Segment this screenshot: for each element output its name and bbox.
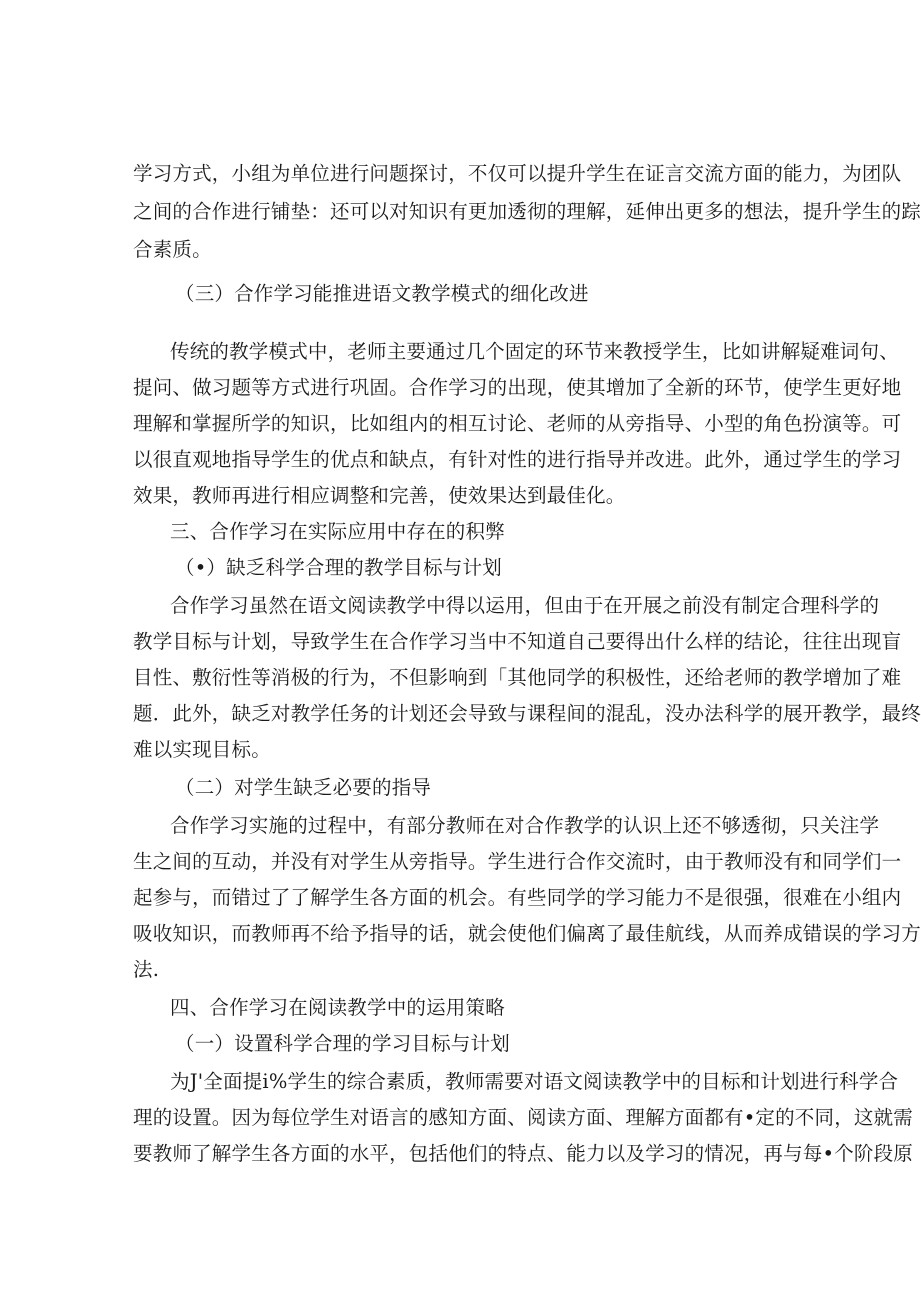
paragraph-3-1-line-4: 题．此外，缺乏对教学任务的计划还会导致与课程间的混乱，没办法科学的展开教学，最终 xyxy=(133,702,921,725)
paragraph-3-1-line-5: 难以实现目标。 xyxy=(133,738,271,761)
paragraph-4-1-line-3: 要教师了解学生各方面的水平，包括他们的特点、能力以及学习的情况，再与每•个阶段原 xyxy=(133,1142,914,1165)
subheading-3: （三）合作学习能推进语文教学模式的细化改进 xyxy=(175,282,589,305)
section-heading-4: 四、合作学习在阅读教学中的运用策略 xyxy=(170,996,505,1019)
paragraph-3-2-line-1: 合作学习实施的过程中，有部分教师在对合作教学的认识上还不够透彻，只关注学 xyxy=(170,814,880,837)
paragraph-3-2-line-3: 起参与，而错过了了解学生各方面的机会。有些同学的学习能力不是很强，很难在小组内 xyxy=(133,886,902,909)
paragraph-3-2-line-4: 吸收知识，而教师再不给予指导的话，就会使他们偏离了最佳航线，从而养成错误的学习方 xyxy=(133,922,921,945)
paragraph-3-2-line-5: 法. xyxy=(133,958,160,981)
paragraph-3-2-line-2: 生之间的互动，并没有对学生从旁指导。学生进行合作交流时，由于教师没有和同学们一 xyxy=(133,850,902,873)
section-heading-3: 三、合作学习在实际应用中存在的积弊 xyxy=(170,520,505,543)
paragraph-3-line-5: 效果，教师再进行相应调整和完善，使效果达到最佳化。 xyxy=(133,484,626,507)
subheading-3-2: （二）对学生缺乏必要的指导 xyxy=(175,776,432,799)
paragraph-3-line-1: 传统的教学模式中，老师主要通过几个固定的环节来教授学生，比如讲解疑难词句、 xyxy=(170,340,899,363)
paragraph-3-line-2: 提问、做习题等方式进行巩固。合作学习的出现，使其增加了全新的环节，使学生更好地 xyxy=(133,376,902,399)
paragraph-3-1-line-1: 合作学习虽然在语文阅读教学中得以运用，但由于在开展之前没有制定合理科学的 xyxy=(170,594,880,617)
paragraph-intro-line-3: 合素质。 xyxy=(133,238,212,261)
paragraph-intro-line-2: 之间的合作进行铺垫：还可以对知识有更加透彻的理解，延伸出更多的想法，提升学生的踪 xyxy=(133,200,921,223)
paragraph-3-line-4: 以很直观地指导学生的优点和缺点，有针对性的进行指导并改进。此外，通过学生的学习 xyxy=(133,448,902,471)
paragraph-4-1-line-2: 理的设置。因为每位学生对语言的感知方面、阅读方面、理解方面都有•定的不同，这就需 xyxy=(133,1106,914,1129)
subheading-4-1: （一）设置科学合理的学习目标与计划 xyxy=(175,1032,510,1055)
paragraph-3-1-line-3: 目性、敷衍性等消极的行为，不但影响到「其他同学的积极性，还给老师的教学增加了难 xyxy=(133,666,902,689)
subheading-3-1: （•）缺乏科学合理的教学目标与计划 xyxy=(175,556,502,579)
paragraph-4-1-line-1: 为J'全面提i%学生的综合素质，教师需要对语文阅读教学中的目标和计划进行科学合 xyxy=(170,1070,899,1093)
paragraph-3-1-line-2: 教学目标与计划，导致学生在合作学习当中不知道自己要得出什么样的结论，往往出现盲 xyxy=(133,630,902,653)
paragraph-3-line-3: 理解和掌握所学的知识，比如组内的相互讨论、老师的从旁指导、小型的角色扮演等。可 xyxy=(133,412,902,435)
paragraph-intro-line-1: 学习方式，小组为单位进行问题探讨，不仅可以提升学生在证言交流方面的能力，为团队 xyxy=(133,162,902,185)
